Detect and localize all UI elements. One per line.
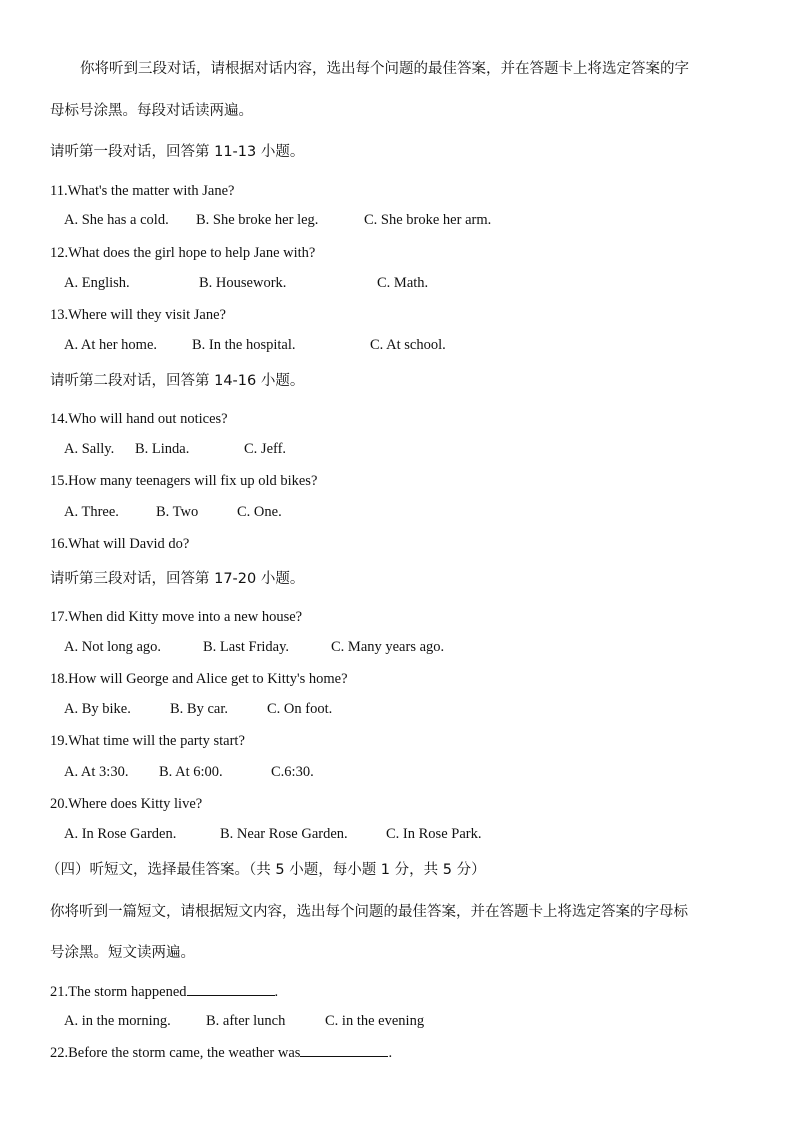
- q13-option-b: B. In the hospital.: [192, 337, 296, 353]
- q15-text: 15.How many teenagers will fix up old bikes?: [50, 473, 318, 489]
- q19-option-c: C.6:30.: [271, 764, 314, 780]
- q20-text: 20.Where does Kitty live?: [50, 796, 203, 812]
- q20-option-c: C. In Rose Park.: [386, 826, 482, 842]
- q14-option-b: B. Linda.: [135, 441, 190, 457]
- q18-option-a: A. By bike.: [64, 701, 131, 717]
- q15-option-a: A. Three.: [64, 504, 119, 520]
- q13-option-c: C. At school.: [370, 337, 446, 353]
- section1-heading: 请听第一段对话，回答第 11-13 小题。: [50, 144, 305, 160]
- q11-text: 11.What's the matter with Jane?: [50, 183, 235, 199]
- q20-option-b: B. Near Rose Garden.: [220, 826, 348, 842]
- q17-text: 17.When did Kitty move into a new house?: [50, 609, 303, 625]
- q12-text: 12.What does the girl hope to help Jane with?: [50, 245, 316, 261]
- q13-option-a: A. At her home.: [64, 337, 158, 353]
- q14-option-a: A. Sally.: [64, 441, 115, 457]
- q14-text: 14.Who will hand out notices?: [50, 411, 228, 427]
- intro-line-1: 你将听到三段对话，请根据对话内容，选出每个问题的最佳答案，并在答题卡上将选定答案的字: [80, 61, 689, 77]
- q12-option-c: C. Math.: [377, 275, 429, 291]
- q13-text: 13.Where will they visit Jane?: [50, 307, 226, 323]
- q21-option-a: A. in the morning.: [64, 1013, 171, 1029]
- q18-option-b: B. By car.: [170, 701, 228, 717]
- q17-option-b: B. Last Friday.: [203, 639, 290, 655]
- q12-option-b: B. Housework.: [199, 275, 287, 291]
- q15-option-c: C. One.: [237, 504, 282, 520]
- section3-heading: 请听第三段对话，回答第 17-20 小题。: [50, 571, 305, 587]
- q15-option-b: B. Two: [156, 504, 199, 520]
- q21-end: .: [274, 984, 279, 1000]
- part4-instruction-line-2: 号涂黑。短文读两遍。: [50, 945, 195, 961]
- q22-end: .: [388, 1045, 393, 1061]
- q17-option-a: A. Not long ago.: [64, 639, 162, 655]
- q11-option-b: B. She broke her leg.: [196, 212, 319, 228]
- q12-option-a: A. English.: [64, 275, 130, 291]
- q21-question: [50, 983, 278, 1001]
- q18-text: 18.How will George and Alice get to Kitty's home?: [50, 671, 348, 687]
- part4-instruction-line-1: 你将听到一篇短文，请根据短文内容，选出每个问题的最佳答案，并在答题卡上将选定答案的字母标: [50, 904, 688, 920]
- q11-option-a: A. She has a cold.: [64, 212, 169, 228]
- q14-option-c: C. Jeff.: [244, 441, 287, 457]
- q21-text: 21.The storm happened: [50, 984, 187, 1000]
- q18-option-c: C. On foot.: [267, 701, 333, 717]
- q21-option-c: C. in the evening: [325, 1013, 425, 1029]
- q16-text: 16.What will David do?: [50, 536, 190, 552]
- part4-heading: （四）听短文，选择最佳答案。（共 5 小题，每小题 1 分，共 5 分）: [46, 862, 486, 878]
- section2-heading: 请听第二段对话，回答第 14-16 小题。: [50, 373, 305, 389]
- q21-answer-blank: [187, 983, 275, 996]
- q22-answer-blank: [300, 1044, 388, 1057]
- q20-option-a: A. In Rose Garden.: [64, 826, 177, 842]
- q17-option-c: C. Many years ago.: [331, 639, 445, 655]
- q22-question: [50, 1044, 392, 1062]
- q21-option-b: B. after lunch: [206, 1013, 286, 1029]
- q19-text: 19.What time will the party start?: [50, 733, 245, 749]
- q11-option-c: C. She broke her arm.: [364, 212, 492, 228]
- q22-text: 22.Before the storm came, the weather was: [50, 1045, 301, 1061]
- q19-option-a: A. At 3:30.: [64, 764, 129, 780]
- intro-line-2: 母标号涂黑。每段对话读两遍。: [50, 103, 253, 119]
- q19-option-b: B. At 6:00.: [159, 764, 223, 780]
